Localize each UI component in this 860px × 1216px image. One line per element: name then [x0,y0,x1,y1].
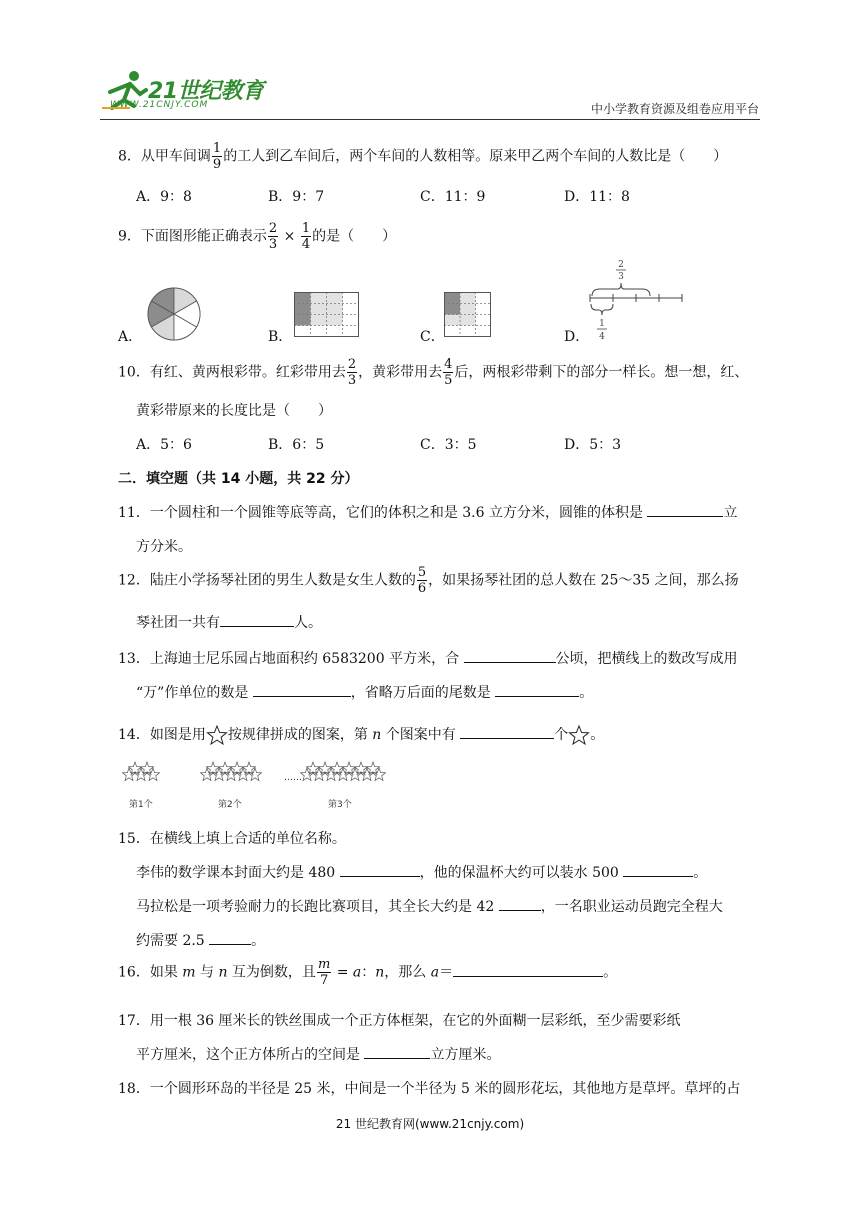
q17-line-2: 平方厘米，这个正方体所占的空间是 立方厘米。 [136,1044,500,1064]
page-footer: 21 世纪教育网(www.21cnjy.com) [335,1117,525,1131]
question-10: 10．有红、黄两根彩带。红彩带用去 $\frac{2}{3}$ ，黄彩带用去 $\frac{4}{5}$ 后，两根彩带剩下的部分一样长。想一想，红、 [118,357,749,388]
q8-option-b[interactable]: B．9：7 [268,189,325,205]
question-14: 14．如图是用 按规律拼成的图案，第 n 个图案中有 个 。 [118,724,604,745]
q16-answer-blank[interactable] [453,962,603,977]
q8-option-a[interactable]: A．9：8 [136,189,192,205]
q15-blank-2[interactable] [623,862,693,877]
question-15: 15．在横线上填上合适的单位名称。 [118,831,346,847]
q14-dots: …… [284,773,302,783]
d-top-denominator: 3 [618,272,624,282]
platform-name: 中小学教育资源及组卷应用平台 [590,102,759,116]
question-17: 17．用一根 36 厘米长的铁丝围成一个正方体框架，在它的外面糊一层彩纸，至少需要彩纸 [118,1013,681,1029]
d-bottom-denominator: 4 [599,332,605,342]
q12-fraction: $\frac{5}{6}$ [417,565,427,596]
q9-figure-b-rect [294,292,360,338]
d-top-numerator: 2 [618,260,624,270]
q8-option-d[interactable]: D．11：8 [564,189,630,205]
q15-blank-3[interactable] [499,896,541,911]
q8-text: 8．从甲车间调 [118,148,211,165]
q9-fraction-1: $\frac{2}{3}$ [268,221,278,252]
star-icon [568,725,590,745]
q9-figure-c-square [444,292,492,338]
q14-caption-3: 第3个 [328,800,352,810]
q10-fraction-2: $\frac{4}{5}$ [444,357,453,388]
q9-figure-d-segment [588,256,688,344]
q14-caption-2: 第2个 [218,800,242,810]
q10-option-c[interactable]: C．3：5 [420,437,477,453]
pattern-1 [123,762,160,781]
q11-answer-blank[interactable] [647,502,723,517]
q9-fraction-2: $\frac{1}{4}$ [301,221,311,252]
q12-answer-blank[interactable] [220,612,294,627]
q13-blank-3[interactable] [495,682,579,697]
pattern-3 [301,762,386,781]
q8-option-c[interactable]: C．11：9 [420,189,486,205]
q10-option-b[interactable]: B．6：5 [268,437,325,453]
section-2-heading: 二．填空题（共 14 小题，共 22 分） [118,471,359,487]
star-icon [206,725,228,745]
q9-label-a[interactable]: A． [118,329,143,345]
q9-label-d[interactable]: D． [564,329,590,345]
question-16: 16．如果 m 与 n 互为倒数，且 $\frac{m}{7}$ = a：n，那么 a＝ 。 [118,957,618,988]
logo [100,68,270,116]
q10-option-a[interactable]: A．5：6 [136,437,192,453]
q15-blank-4[interactable] [209,930,251,945]
q13-line-2: “万”作单位的数是 ，省略万后面的尾数是 。 [136,682,593,702]
q15-line-4: 约需要 2.5 。 [136,930,265,950]
header-divider [100,119,760,120]
q12-line-2: 琴社团一共有 人。 [136,612,322,632]
question-12: 12．陆庄小学扬琴社团的男生人数是女生人数的 $\frac{5}{6}$ ，如果扬琴社团的总人数在 25～35 之间，那么扬 [118,565,739,596]
q8-fraction: $\frac{1}{9}$ [212,141,222,172]
q14-answer-blank[interactable] [460,724,554,739]
q14-caption-1: 第1个 [129,800,153,810]
q9-label-b[interactable]: B． [268,329,293,345]
q17-answer-blank[interactable] [364,1044,430,1059]
q10-fraction-1: $\frac{2}{3}$ [347,357,357,388]
q13-blank-1[interactable] [464,648,556,663]
q15-line-3: 马拉松是一项考验耐力的长跑比赛项目，其全长大约是 42 ，一名职业运动员跑完全程大 [136,896,723,916]
q9-label-c[interactable]: C． [420,329,445,345]
q8-text-2: 的工人到乙车间后，两个车间的人数相等。原来甲乙两个车间的人数比是（ ） [223,148,728,165]
question-11: 11．一个圆柱和一个圆锥等底等高，它们的体积之和是 3.6 立方分米，圆锥的体积是 立 [118,502,737,522]
q13-blank-2[interactable] [253,682,351,697]
q15-line-2: 李伟的数学课本封面大约是 480 ，他的保温杯大约可以装水 500 。 [136,862,707,882]
q10-line-2: 黄彩带原来的长度比是（ ） [136,403,332,419]
q16-fraction: $\frac{m}{7}$ [317,957,331,988]
logo-title: 21世纪教育 [148,79,264,104]
d-bottom-numerator: 1 [599,319,605,329]
q14-star-patterns [120,760,420,810]
q11-line-2: 方分米。 [136,539,192,555]
logo-url: WWW.21CNJY.COM [110,100,209,110]
question-18: 18．一个圆形环岛的半径是 25 米，中间是一个半径为 5 米的圆形花坛，其他地方是草坪。草坪的占 [118,1081,741,1097]
q10-option-d[interactable]: D．5：3 [564,437,622,453]
pattern-2 [201,762,262,781]
q15-blank-1[interactable] [340,862,420,877]
q9-figure-a-circle [146,286,202,342]
question-9: 9．下面图形能正确表示 $\frac{2}{3}$ × $\frac{1}{4}$ 的是（ ） [118,221,397,252]
question-13: 13．上海迪士尼乐园占地面积约 6583200 平方米，合 公顷，把横线上的数改写成用 [118,648,738,668]
question-8 [118,142,727,171]
